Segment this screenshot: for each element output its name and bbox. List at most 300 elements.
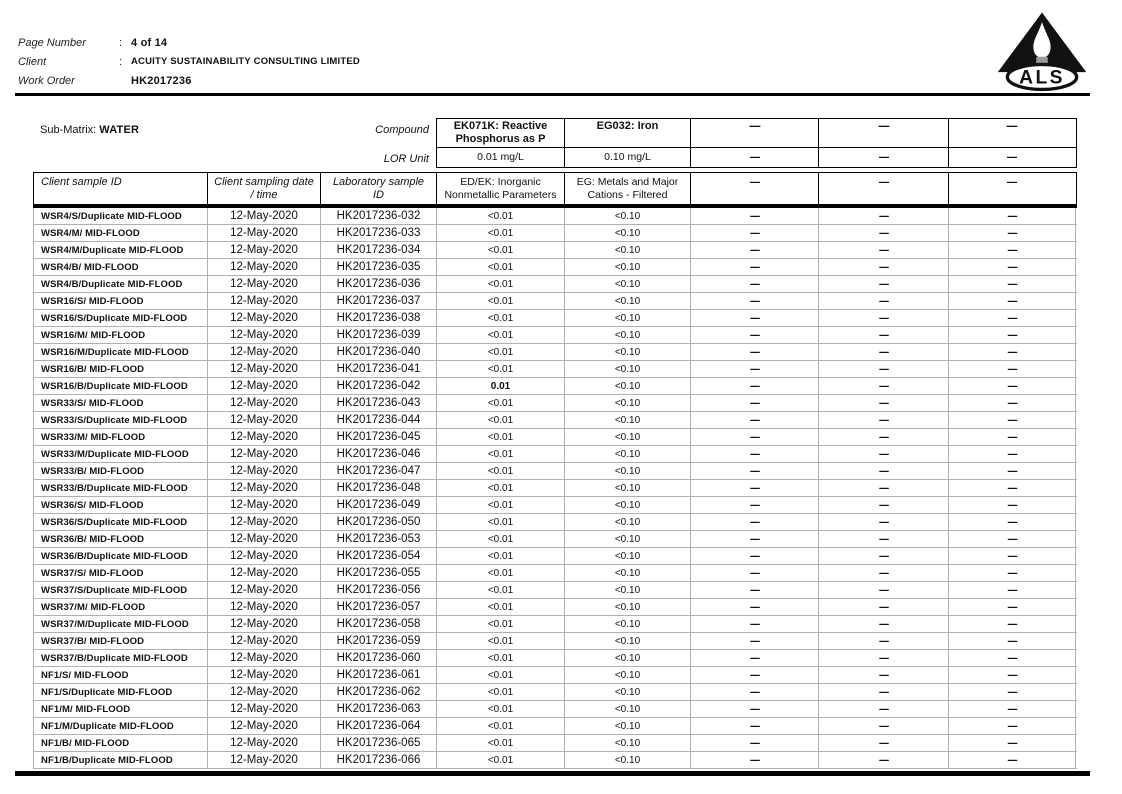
cell-sampling-date: 12-May-2020: [208, 480, 321, 496]
cell-blank-2: ----: [819, 684, 949, 700]
cell-sampling-date: 12-May-2020: [208, 327, 321, 343]
cell-blank-3: ----: [949, 259, 1076, 275]
cell-iron: <0.10: [565, 599, 691, 615]
cell-client-sample-id: WSR16/B/Duplicate MID-FLOOD: [34, 378, 208, 394]
cell-blank-1: ----: [691, 310, 819, 326]
cell-blank-2: ----: [819, 531, 949, 547]
cell-reactive-phosphorus: <0.01: [437, 310, 565, 326]
cell-blank-2: ----: [819, 718, 949, 734]
cell-client-sample-id: WSR37/B/ MID-FLOOD: [34, 633, 208, 649]
cell-reactive-phosphorus: <0.01: [437, 514, 565, 530]
cell-blank-1: ----: [691, 718, 819, 734]
lor-unit-cell: ----: [690, 148, 818, 167]
cell-sampling-date: 12-May-2020: [208, 735, 321, 751]
cell-blank-2: ----: [819, 446, 949, 462]
cell-lab-sample-id: HK2017236-066: [321, 752, 437, 768]
cell-blank-3: ----: [949, 582, 1076, 598]
cell-lab-sample-id: HK2017236-065: [321, 735, 437, 751]
cell-blank-1: ----: [691, 412, 819, 428]
cell-blank-2: ----: [819, 565, 949, 581]
page-meta: [18, 33, 360, 90]
cell-lab-sample-id: HK2017236-062: [321, 684, 437, 700]
cell-iron: <0.10: [565, 259, 691, 275]
cell-blank-2: ----: [819, 650, 949, 666]
cell-iron: <0.10: [565, 514, 691, 530]
cell-lab-sample-id: HK2017236-061: [321, 667, 437, 683]
cell-iron: <0.10: [565, 582, 691, 598]
cell-reactive-phosphorus: <0.01: [437, 327, 565, 343]
cell-blank-3: ----: [949, 616, 1076, 632]
cell-iron: <0.10: [565, 531, 691, 547]
cell-sampling-date: 12-May-2020: [208, 650, 321, 666]
cell-blank-1: ----: [691, 616, 819, 632]
cell-sampling-date: 12-May-2020: [208, 497, 321, 513]
cell-blank-1: ----: [691, 548, 819, 564]
cell-iron: <0.10: [565, 616, 691, 632]
cell-blank-2: ----: [819, 667, 949, 683]
cell-sampling-date: 12-May-2020: [208, 548, 321, 564]
meta-separator: :: [119, 55, 123, 68]
table-row: [33, 361, 1077, 378]
cell-lab-sample-id: HK2017236-064: [321, 718, 437, 734]
cell-client-sample-id: WSR16/M/Duplicate MID-FLOOD: [34, 344, 208, 360]
table-row: [33, 344, 1077, 361]
cell-blank-3: ----: [949, 718, 1076, 734]
cell-reactive-phosphorus: <0.01: [437, 616, 565, 632]
cell-client-sample-id: NF1/M/ MID-FLOOD: [34, 701, 208, 717]
cell-reactive-phosphorus: <0.01: [437, 412, 565, 428]
cell-lab-sample-id: HK2017236-054: [321, 548, 437, 564]
cell-client-sample-id: NF1/B/Duplicate MID-FLOOD: [34, 752, 208, 768]
table-row: [33, 633, 1077, 650]
cell-blank-1: ----: [691, 684, 819, 700]
table-row: [33, 531, 1077, 548]
cell-iron: <0.10: [565, 548, 691, 564]
sub-matrix-value: WATER: [99, 124, 140, 136]
cell-blank-3: ----: [949, 514, 1076, 530]
logo-text: ALS: [1019, 67, 1065, 89]
cell-client-sample-id: WSR16/S/Duplicate MID-FLOOD: [34, 310, 208, 326]
cell-reactive-phosphorus: <0.01: [437, 208, 565, 224]
cell-iron: <0.10: [565, 378, 691, 394]
cell-blank-1: ----: [691, 633, 819, 649]
cell-blank-2: ----: [819, 225, 949, 241]
cell-client-sample-id: WSR33/B/ MID-FLOOD: [34, 463, 208, 479]
table-row: [33, 446, 1077, 463]
cell-sampling-date: 12-May-2020: [208, 446, 321, 462]
cell-blank-3: ----: [949, 395, 1076, 411]
cell-blank-3: ----: [949, 293, 1076, 309]
cell-blank-3: ----: [949, 633, 1076, 649]
cell-sampling-date: 12-May-2020: [208, 463, 321, 479]
cell-lab-sample-id: HK2017236-040: [321, 344, 437, 360]
cell-reactive-phosphorus: <0.01: [437, 650, 565, 666]
cell-lab-sample-id: HK2017236-063: [321, 701, 437, 717]
cell-iron: <0.10: [565, 650, 691, 666]
cell-blank-3: ----: [949, 378, 1076, 394]
cell-reactive-phosphorus: <0.01: [437, 718, 565, 734]
cell-iron: <0.10: [565, 327, 691, 343]
cell-iron: <0.10: [565, 242, 691, 258]
cell-blank-2: ----: [819, 633, 949, 649]
cell-reactive-phosphorus: <0.01: [437, 531, 565, 547]
results-table: [33, 118, 1077, 769]
method-group-header-cell: EG: Metals and Major Cations - Filtered: [564, 173, 690, 204]
compound-header-row: [437, 119, 1076, 147]
cell-blank-2: ----: [819, 310, 949, 326]
cell-blank-3: ----: [949, 225, 1076, 241]
cell-iron: <0.10: [565, 208, 691, 224]
cell-client-sample-id: WSR33/S/Duplicate MID-FLOOD: [34, 412, 208, 428]
cell-sampling-date: 12-May-2020: [208, 293, 321, 309]
cell-lab-sample-id: HK2017236-041: [321, 361, 437, 377]
cell-reactive-phosphorus: <0.01: [437, 752, 565, 768]
cell-blank-3: ----: [949, 361, 1076, 377]
cell-iron: <0.10: [565, 293, 691, 309]
cell-blank-3: ----: [949, 497, 1076, 513]
cell-blank-2: ----: [819, 242, 949, 258]
compound-header-cell: EG032: Iron: [564, 119, 690, 147]
cell-blank-3: ----: [949, 701, 1076, 717]
meta-client: [18, 52, 360, 71]
als-logo-graphic: [992, 10, 1092, 92]
cell-blank-1: ----: [691, 276, 819, 292]
cell-sampling-date: 12-May-2020: [208, 378, 321, 394]
cell-client-sample-id: NF1/S/ MID-FLOOD: [34, 667, 208, 683]
cell-blank-2: ----: [819, 752, 949, 768]
cell-reactive-phosphorus: <0.01: [437, 446, 565, 462]
cell-blank-3: ----: [949, 735, 1076, 751]
cell-blank-3: ----: [949, 548, 1076, 564]
cell-reactive-phosphorus: <0.01: [437, 684, 565, 700]
cell-client-sample-id: WSR36/B/ MID-FLOOD: [34, 531, 208, 547]
table-row: [33, 463, 1077, 480]
table-row: [33, 582, 1077, 599]
cell-blank-3: ----: [949, 531, 1076, 547]
cell-reactive-phosphorus: <0.01: [437, 565, 565, 581]
cell-iron: <0.10: [565, 225, 691, 241]
cell-sampling-date: 12-May-2020: [208, 582, 321, 598]
cell-blank-1: ----: [691, 531, 819, 547]
cell-lab-sample-id: HK2017236-048: [321, 480, 437, 496]
column-header-cell: Client sample ID: [41, 176, 122, 188]
cell-blank-2: ----: [819, 480, 949, 496]
cell-blank-1: ----: [691, 395, 819, 411]
cell-sampling-date: 12-May-2020: [208, 667, 321, 683]
cell-client-sample-id: WSR36/B/Duplicate MID-FLOOD: [34, 548, 208, 564]
table-row: [33, 225, 1077, 242]
cell-reactive-phosphorus: <0.01: [437, 361, 565, 377]
cell-iron: <0.10: [565, 310, 691, 326]
cell-lab-sample-id: HK2017236-037: [321, 293, 437, 309]
cell-lab-sample-id: HK2017236-049: [321, 497, 437, 513]
cell-reactive-phosphorus: <0.01: [437, 735, 565, 751]
table-row: [33, 497, 1077, 514]
als-logo: [992, 10, 1092, 97]
meta-value: ACUITY SUSTAINABILITY CONSULTING LIMITED: [131, 56, 360, 67]
cell-reactive-phosphorus: <0.01: [437, 395, 565, 411]
cell-client-sample-id: WSR36/S/Duplicate MID-FLOOD: [34, 514, 208, 530]
cell-blank-3: ----: [949, 446, 1076, 462]
cell-lab-sample-id: HK2017236-057: [321, 599, 437, 615]
method-group-header-cell: ED/EK: Inorganic Nonmetallic Parameters: [436, 173, 564, 204]
cell-blank-1: ----: [691, 497, 819, 513]
column-header-row: [33, 172, 1077, 205]
cell-lab-sample-id: HK2017236-055: [321, 565, 437, 581]
cell-blank-2: ----: [819, 276, 949, 292]
cell-blank-3: ----: [949, 650, 1076, 666]
cell-reactive-phosphorus: <0.01: [437, 599, 565, 615]
cell-blank-2: ----: [819, 412, 949, 428]
cell-blank-2: ----: [819, 599, 949, 615]
cell-sampling-date: 12-May-2020: [208, 718, 321, 734]
cell-blank-2: ----: [819, 259, 949, 275]
cell-blank-1: ----: [691, 667, 819, 683]
cell-iron: <0.10: [565, 684, 691, 700]
cell-blank-2: ----: [819, 463, 949, 479]
cell-lab-sample-id: HK2017236-035: [321, 259, 437, 275]
cell-iron: <0.10: [565, 667, 691, 683]
cell-blank-1: ----: [691, 208, 819, 224]
cell-blank-3: ----: [949, 480, 1076, 496]
cell-lab-sample-id: HK2017236-039: [321, 327, 437, 343]
compound-header-cell: ----: [818, 119, 948, 147]
cell-client-sample-id: WSR37/S/Duplicate MID-FLOOD: [34, 582, 208, 598]
cell-lab-sample-id: HK2017236-046: [321, 446, 437, 462]
cell-iron: <0.10: [565, 565, 691, 581]
sub-matrix: [40, 124, 139, 136]
cell-reactive-phosphorus: <0.01: [437, 293, 565, 309]
cell-blank-2: ----: [819, 361, 949, 377]
cell-iron: <0.10: [565, 395, 691, 411]
cell-sampling-date: 12-May-2020: [208, 344, 321, 360]
cell-client-sample-id: WSR4/M/Duplicate MID-FLOOD: [34, 242, 208, 258]
meta-work-order: [18, 71, 360, 90]
cell-blank-1: ----: [691, 463, 819, 479]
cell-blank-3: ----: [949, 344, 1076, 360]
cell-client-sample-id: NF1/B/ MID-FLOOD: [34, 735, 208, 751]
cell-lab-sample-id: HK2017236-042: [321, 378, 437, 394]
cell-sampling-date: 12-May-2020: [208, 565, 321, 581]
cell-reactive-phosphorus: <0.01: [437, 548, 565, 564]
cell-client-sample-id: WSR4/B/Duplicate MID-FLOOD: [34, 276, 208, 292]
cell-blank-1: ----: [691, 480, 819, 496]
cell-sampling-date: 12-May-2020: [208, 395, 321, 411]
lor-unit-row: [437, 147, 1076, 167]
cell-lab-sample-id: HK2017236-038: [321, 310, 437, 326]
cell-sampling-date: 12-May-2020: [208, 208, 321, 224]
cell-sampling-date: 12-May-2020: [208, 242, 321, 258]
cell-lab-sample-id: HK2017236-059: [321, 633, 437, 649]
cell-blank-2: ----: [819, 378, 949, 394]
table-row: [33, 429, 1077, 446]
meta-label: Work Order: [18, 74, 75, 87]
cell-client-sample-id: WSR37/M/Duplicate MID-FLOOD: [34, 616, 208, 632]
cell-sampling-date: 12-May-2020: [208, 361, 321, 377]
cell-iron: <0.10: [565, 701, 691, 717]
cell-blank-3: ----: [949, 667, 1076, 683]
cell-client-sample-id: WSR4/S/Duplicate MID-FLOOD: [34, 208, 208, 224]
cell-iron: <0.10: [565, 735, 691, 751]
cell-sampling-date: 12-May-2020: [208, 412, 321, 428]
cell-blank-1: ----: [691, 378, 819, 394]
cell-client-sample-id: WSR37/B/Duplicate MID-FLOOD: [34, 650, 208, 666]
cell-lab-sample-id: HK2017236-050: [321, 514, 437, 530]
table-row: [33, 327, 1077, 344]
table-row: [33, 616, 1077, 633]
column-header-cell: Client sampling date / time: [207, 173, 320, 204]
cell-blank-3: ----: [949, 463, 1076, 479]
cell-reactive-phosphorus: <0.01: [437, 497, 565, 513]
table-row: [33, 718, 1077, 735]
meta-value: 4 of 14: [131, 36, 168, 49]
cell-blank-3: ----: [949, 310, 1076, 326]
cell-iron: <0.10: [565, 276, 691, 292]
cell-blank-3: ----: [949, 208, 1076, 224]
cell-iron: <0.10: [565, 633, 691, 649]
compound-header-block: [436, 118, 1077, 168]
cell-blank-2: ----: [819, 735, 949, 751]
cell-blank-1: ----: [691, 242, 819, 258]
meta-label: Page Number: [18, 36, 86, 49]
cell-lab-sample-id: HK2017236-060: [321, 650, 437, 666]
table-row: [33, 735, 1077, 752]
cell-iron: <0.10: [565, 412, 691, 428]
lor-unit-cell: 0.01 mg/L: [477, 151, 524, 163]
cell-client-sample-id: WSR16/B/ MID-FLOOD: [34, 361, 208, 377]
cell-blank-1: ----: [691, 293, 819, 309]
lor-unit-cell: ----: [948, 148, 1074, 167]
cell-blank-2: ----: [819, 701, 949, 717]
cell-blank-2: ----: [819, 548, 949, 564]
cell-blank-1: ----: [691, 565, 819, 581]
cell-client-sample-id: WSR36/S/ MID-FLOOD: [34, 497, 208, 513]
table-row: [33, 259, 1077, 276]
cell-sampling-date: 12-May-2020: [208, 701, 321, 717]
table-row: [33, 480, 1077, 497]
compound-header-cell: ----: [690, 119, 818, 147]
cell-client-sample-id: WSR4/M/ MID-FLOOD: [34, 225, 208, 241]
cell-blank-1: ----: [691, 599, 819, 615]
cell-client-sample-id: WSR4/B/ MID-FLOOD: [34, 259, 208, 275]
cell-reactive-phosphorus: <0.01: [437, 463, 565, 479]
cell-reactive-phosphorus: 0.01: [437, 378, 565, 394]
cell-iron: <0.10: [565, 429, 691, 445]
cell-client-sample-id: NF1/S/Duplicate MID-FLOOD: [34, 684, 208, 700]
sub-matrix-label: Sub-Matrix:: [40, 124, 97, 136]
cell-client-sample-id: WSR37/M/ MID-FLOOD: [34, 599, 208, 615]
cell-blank-2: ----: [819, 293, 949, 309]
method-group-header-cell: ----: [690, 173, 818, 204]
cell-reactive-phosphorus: <0.01: [437, 480, 565, 496]
compound-header-cell: EK071K: Reactive Phosphorus as P: [453, 120, 548, 145]
cell-reactive-phosphorus: <0.01: [437, 276, 565, 292]
cell-iron: <0.10: [565, 361, 691, 377]
header-rule: [15, 93, 1090, 96]
cell-reactive-phosphorus: <0.01: [437, 582, 565, 598]
table-row: [33, 650, 1077, 667]
cell-blank-2: ----: [819, 344, 949, 360]
table-body: [33, 208, 1077, 769]
cell-blank-3: ----: [949, 599, 1076, 615]
table-row: [33, 412, 1077, 429]
cell-blank-1: ----: [691, 429, 819, 445]
cell-client-sample-id: NF1/M/Duplicate MID-FLOOD: [34, 718, 208, 734]
method-group-header-cell: ----: [948, 173, 1074, 204]
table-row: [33, 565, 1077, 582]
cell-reactive-phosphorus: <0.01: [437, 242, 565, 258]
cell-reactive-phosphorus: <0.01: [437, 344, 565, 360]
cell-blank-3: ----: [949, 412, 1076, 428]
meta-label: Client: [18, 55, 47, 68]
page-bottom-rule: [15, 771, 1090, 776]
cell-blank-2: ----: [819, 616, 949, 632]
cell-blank-2: ----: [819, 497, 949, 513]
cell-sampling-date: 12-May-2020: [208, 616, 321, 632]
cell-blank-1: ----: [691, 259, 819, 275]
cell-reactive-phosphorus: <0.01: [437, 259, 565, 275]
cell-blank-1: ----: [691, 344, 819, 360]
cell-blank-2: ----: [819, 208, 949, 224]
cell-blank-3: ----: [949, 429, 1076, 445]
cell-iron: <0.10: [565, 497, 691, 513]
cell-sampling-date: 12-May-2020: [208, 633, 321, 649]
cell-iron: <0.10: [565, 718, 691, 734]
meta-page-number: [18, 33, 360, 52]
cell-blank-2: ----: [819, 395, 949, 411]
table-header-spacer: [33, 118, 436, 168]
cell-iron: <0.10: [565, 446, 691, 462]
table-row: [33, 310, 1077, 327]
cell-blank-1: ----: [691, 701, 819, 717]
cell-sampling-date: 12-May-2020: [208, 429, 321, 445]
cell-client-sample-id: WSR33/B/Duplicate MID-FLOOD: [34, 480, 208, 496]
compound-header-cell: ----: [948, 119, 1074, 147]
table-row: [33, 378, 1077, 395]
cell-reactive-phosphorus: <0.01: [437, 429, 565, 445]
cell-lab-sample-id: HK2017236-053: [321, 531, 437, 547]
meta-separator: :: [119, 36, 123, 49]
cell-blank-1: ----: [691, 327, 819, 343]
method-group-header-cell: ----: [818, 173, 948, 204]
cell-reactive-phosphorus: <0.01: [437, 633, 565, 649]
cell-client-sample-id: WSR33/S/ MID-FLOOD: [34, 395, 208, 411]
cell-blank-1: ----: [691, 582, 819, 598]
cell-sampling-date: 12-May-2020: [208, 514, 321, 530]
cell-sampling-date: 12-May-2020: [208, 684, 321, 700]
cell-sampling-date: 12-May-2020: [208, 599, 321, 615]
compound-row-label: Compound: [375, 124, 429, 136]
lor-unit-cell: 0.10 mg/L: [564, 148, 690, 167]
cell-sampling-date: 12-May-2020: [208, 531, 321, 547]
table-row: [33, 548, 1077, 565]
cell-lab-sample-id: HK2017236-045: [321, 429, 437, 445]
column-header-cell: Laboratory sample ID: [320, 173, 436, 204]
cell-sampling-date: 12-May-2020: [208, 225, 321, 241]
cell-blank-1: ----: [691, 650, 819, 666]
cell-lab-sample-id: HK2017236-056: [321, 582, 437, 598]
table-row: [33, 293, 1077, 310]
cell-reactive-phosphorus: <0.01: [437, 667, 565, 683]
cell-client-sample-id: WSR33/M/Duplicate MID-FLOOD: [34, 446, 208, 462]
lor-unit-row-label: LOR Unit: [383, 153, 429, 165]
cell-sampling-date: 12-May-2020: [208, 752, 321, 768]
lor-unit-cell: ----: [818, 148, 948, 167]
table-row: [33, 514, 1077, 531]
cell-lab-sample-id: HK2017236-058: [321, 616, 437, 632]
cell-blank-3: ----: [949, 242, 1076, 258]
cell-blank-1: ----: [691, 752, 819, 768]
